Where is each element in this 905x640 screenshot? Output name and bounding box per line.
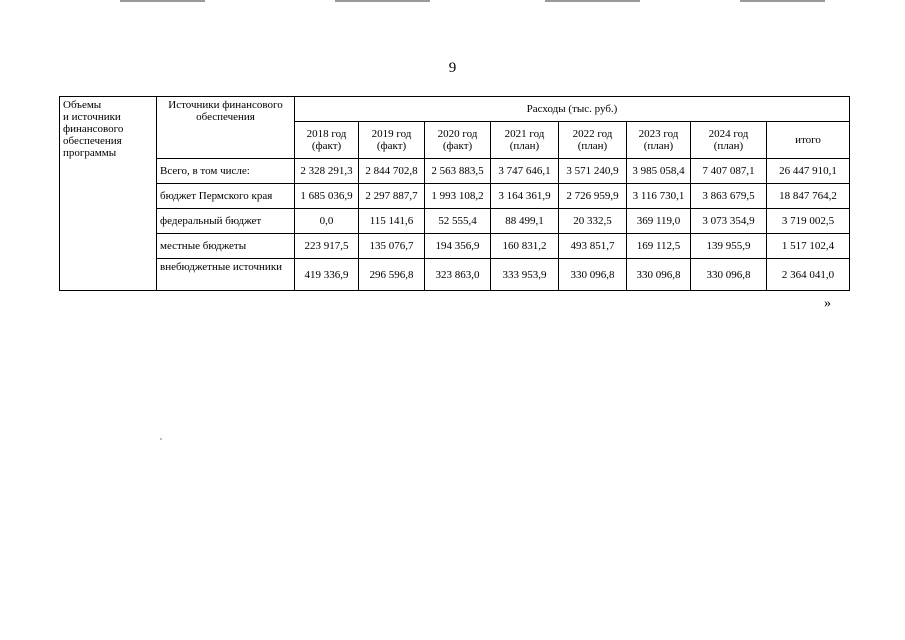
- value-cell: 169 112,5: [627, 234, 691, 259]
- source-label: бюджет Пермского края: [157, 184, 295, 209]
- value-cell: 2 328 291,3: [295, 159, 359, 184]
- value-cell: 3 073 354,9: [691, 209, 767, 234]
- value-cell: 115 141,6: [359, 209, 425, 234]
- value-cell: 333 953,9: [491, 259, 559, 291]
- table-row: [60, 184, 850, 209]
- value-cell: 135 076,7: [359, 234, 425, 259]
- source-label: федеральный бюджет: [157, 209, 295, 234]
- value-cell: 139 955,9: [691, 234, 767, 259]
- value-cell: 296 596,8: [359, 259, 425, 291]
- row-label-cell: [60, 97, 157, 291]
- total-cell: 2 364 041,0: [767, 259, 850, 291]
- value-cell: 1 993 108,2: [425, 184, 491, 209]
- value-cell: 3 571 240,9: [559, 159, 627, 184]
- value-cell: 3 164 361,9: [491, 184, 559, 209]
- value-cell: 330 096,8: [691, 259, 767, 291]
- closing-quote: »: [824, 296, 831, 311]
- total-header: итого: [767, 122, 850, 159]
- value-cell: 7 407 087,1: [691, 159, 767, 184]
- value-cell: 2 563 883,5: [425, 159, 491, 184]
- value-cell: 194 356,9: [425, 234, 491, 259]
- year-header-2023: 2023 год (план): [627, 122, 691, 159]
- value-cell: 323 863,0: [425, 259, 491, 291]
- table-row: [60, 234, 850, 259]
- value-cell: 3 985 058,4: [627, 159, 691, 184]
- year-header-2024: 2024 год (план): [691, 122, 767, 159]
- table-row: [60, 259, 850, 291]
- value-cell: 88 499,1: [491, 209, 559, 234]
- year-header-2020: 2020 год (факт): [425, 122, 491, 159]
- expenses-header: Расходы (тыс. руб.): [295, 97, 850, 122]
- year-header-2022: 2022 год (план): [559, 122, 627, 159]
- total-cell: 1 517 102,4: [767, 234, 850, 259]
- total-cell: 18 847 764,2: [767, 184, 850, 209]
- value-cell: 369 119,0: [627, 209, 691, 234]
- year-header-2018: 2018 год (факт): [295, 122, 359, 159]
- value-cell: 330 096,8: [627, 259, 691, 291]
- scan-artifact: [335, 0, 430, 2]
- value-cell: 330 096,8: [559, 259, 627, 291]
- scan-artifact: [545, 0, 640, 2]
- value-cell: 20 332,5: [559, 209, 627, 234]
- total-cell: 26 447 910,1: [767, 159, 850, 184]
- source-header: Источники финансового обеспечения: [157, 97, 295, 159]
- value-cell: 3 747 646,1: [491, 159, 559, 184]
- table-row: [60, 209, 850, 234]
- scan-artifact: [120, 0, 205, 2]
- value-cell: 3 863 679,5: [691, 184, 767, 209]
- value-cell: 3 116 730,1: [627, 184, 691, 209]
- source-label: Всего, в том числе:: [157, 159, 295, 184]
- total-cell: 3 719 002,5: [767, 209, 850, 234]
- scan-speck: [160, 438, 162, 440]
- page-number: 9: [448, 60, 457, 76]
- value-cell: 52 555,4: [425, 209, 491, 234]
- value-cell: 2 844 702,8: [359, 159, 425, 184]
- table-row: [60, 159, 850, 184]
- scan-artifact: [740, 0, 825, 2]
- value-cell: 2 726 959,9: [559, 184, 627, 209]
- value-cell: 160 831,2: [491, 234, 559, 259]
- year-header-2021: 2021 год (план): [491, 122, 559, 159]
- value-cell: 1 685 036,9: [295, 184, 359, 209]
- value-cell: 0,0: [295, 209, 359, 234]
- row-label: Объемы и источники финансового обеспечения программы: [63, 99, 124, 159]
- value-cell: 223 917,5: [295, 234, 359, 259]
- value-cell: 493 851,7: [559, 234, 627, 259]
- financing-table: [59, 96, 850, 291]
- source-label: местные бюджеты: [157, 234, 295, 259]
- value-cell: 2 297 887,7: [359, 184, 425, 209]
- year-header-2019: 2019 год (факт): [359, 122, 425, 159]
- value-cell: 419 336,9: [295, 259, 359, 291]
- source-label: внебюджетные источники: [157, 259, 295, 291]
